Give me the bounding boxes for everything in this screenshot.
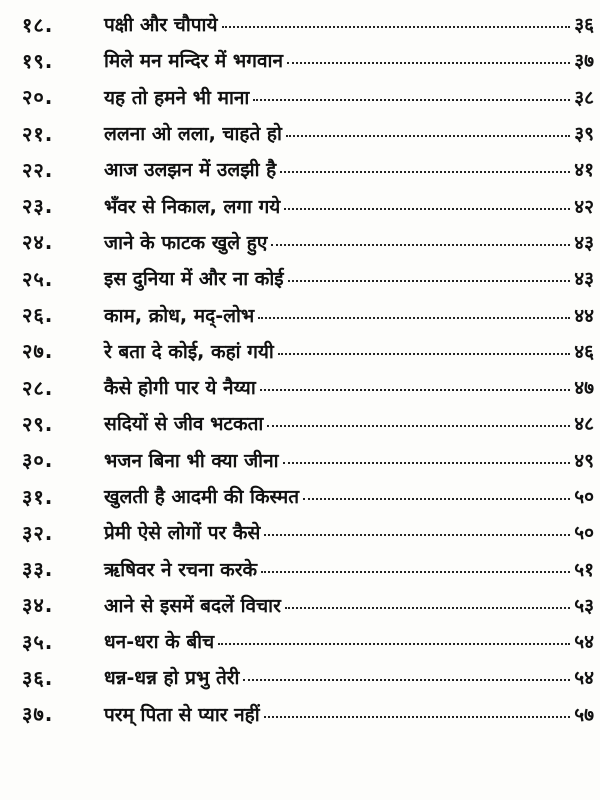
- toc-entry: [0, 187, 600, 223]
- toc-entry: [0, 405, 600, 441]
- entry-title: काम, क्रोध, मद्-लोभ: [104, 304, 255, 327]
- dot-leader: [271, 244, 570, 246]
- toc-entry: [0, 587, 600, 623]
- entry-title: भँवर से निकाल, लगा गये: [104, 195, 281, 218]
- dot-leader: [218, 643, 570, 645]
- entry-number: २७.: [22, 339, 54, 364]
- entry-title: यह तो हमने भी माना: [104, 86, 250, 109]
- entry-page: ५१: [574, 558, 594, 581]
- dot-leader: [260, 389, 570, 391]
- dot-leader: [264, 534, 570, 536]
- entry-page: ५४: [574, 631, 594, 654]
- entry-page: ५०: [574, 486, 594, 508]
- dot-leader: [278, 353, 570, 355]
- entry-page: ५०: [574, 522, 594, 545]
- dot-leader: [285, 607, 570, 609]
- entry-number: २५.: [22, 266, 54, 291]
- entry-title: परम् पिता से प्यार नहीं: [104, 703, 260, 726]
- dot-leader: [283, 462, 571, 464]
- toc-entry: [0, 369, 600, 405]
- toc-entry: [0, 442, 600, 478]
- entry-number: ३४.: [22, 593, 54, 618]
- entry-number: ३०.: [22, 448, 54, 473]
- toc-entry: [0, 696, 600, 732]
- entry-number: ३३.: [22, 557, 54, 582]
- toc-entry: [0, 42, 600, 78]
- toc-entry: [0, 79, 600, 115]
- entry-title: ऋषिवर ने रचना करके: [104, 558, 258, 581]
- toc-entry: [0, 260, 600, 296]
- toc-entry: [0, 6, 600, 42]
- entry-title: जाने के फाटक खुले हुए: [104, 231, 268, 254]
- toc-entry: [0, 478, 600, 514]
- entry-number: ३६.: [22, 665, 54, 690]
- dot-leader: [261, 571, 570, 573]
- entry-page: ४३: [574, 231, 594, 254]
- entry-title: धन-धरा के बीच: [104, 631, 215, 654]
- entry-page: ५४: [574, 667, 594, 690]
- entry-number: २०.: [22, 85, 54, 110]
- dot-leader: [264, 716, 571, 718]
- dot-leader: [288, 280, 571, 282]
- entry-title: कैसे होगी पार ये नैय्या: [104, 377, 256, 400]
- entry-page: ४९: [574, 449, 594, 472]
- table-of-contents: [0, 6, 600, 732]
- entry-number: १९.: [22, 48, 54, 73]
- entry-number: ३१.: [22, 484, 54, 509]
- entry-title: धन्न-धन्न हो प्रभु तेरी: [104, 667, 240, 690]
- entry-page: ३६: [574, 14, 594, 37]
- dot-leader: [286, 135, 570, 137]
- toc-entry: [0, 224, 600, 260]
- entry-title: सदियों से जीव भटकता: [104, 413, 264, 436]
- entry-page: ४१: [574, 159, 594, 182]
- entry-title: पक्षी और चौपाये: [104, 14, 218, 37]
- entry-page: ५७: [574, 703, 594, 726]
- entry-number: ३२.: [22, 520, 54, 545]
- toc-entry: [0, 659, 600, 695]
- entry-title: ललना ओ लला, चाहते हो: [104, 123, 282, 146]
- entry-number: १८.: [22, 12, 54, 37]
- entry-number: २४.: [22, 230, 54, 255]
- entry-title: रे बता दे कोई, कहां गयी: [104, 340, 274, 363]
- dot-leader: [284, 208, 570, 210]
- dot-leader: [287, 62, 570, 64]
- entry-number: २२.: [22, 157, 54, 182]
- dot-leader: [280, 171, 570, 173]
- entry-title: प्रेमी ऐसे लोगों पर कैसे: [104, 522, 261, 545]
- entry-page: ३७: [574, 50, 594, 73]
- entry-page: ४३: [574, 268, 594, 291]
- entry-page: ४८: [574, 413, 594, 436]
- dot-leader: [303, 498, 570, 500]
- entry-title: आज उलझन में उलझी है: [104, 159, 277, 182]
- toc-entry: [0, 115, 600, 151]
- entry-number: ३५.: [22, 629, 54, 654]
- entry-page: ४२: [574, 195, 594, 218]
- toc-entry: [0, 151, 600, 187]
- entry-number: २१.: [22, 121, 54, 146]
- entry-number: २६.: [22, 303, 54, 328]
- entry-number: २८.: [22, 375, 54, 400]
- entry-page: ४७: [574, 377, 594, 400]
- entry-number: २९.: [22, 411, 54, 436]
- entry-number: २३.: [22, 194, 54, 219]
- dot-leader: [258, 317, 570, 319]
- dot-leader: [253, 99, 570, 101]
- entry-title: इस दुनिया में और ना कोई: [104, 268, 284, 291]
- entry-page: ३८: [574, 86, 594, 109]
- entry-number: ३७.: [22, 702, 54, 727]
- toc-entry: [0, 514, 600, 550]
- toc-entry: [0, 623, 600, 659]
- entry-title: खुलती है आदमी की किस्मत: [104, 486, 300, 508]
- entry-page: ४४: [574, 304, 594, 327]
- dot-leader: [222, 26, 571, 28]
- toc-entry: [0, 550, 600, 586]
- dot-leader: [243, 679, 570, 681]
- toc-entry: [0, 333, 600, 369]
- toc-entry: [0, 296, 600, 332]
- entry-title: भजन बिना भी क्या जीना: [104, 449, 279, 472]
- dot-leader: [267, 425, 570, 427]
- entry-title: मिले मन मन्दिर में भगवान: [104, 50, 283, 73]
- entry-title: आने से इसमें बदलें विचार: [104, 594, 281, 617]
- entry-page: ५३: [574, 594, 594, 617]
- entry-page: ४६: [574, 340, 594, 363]
- entry-page: ३९: [574, 123, 594, 146]
